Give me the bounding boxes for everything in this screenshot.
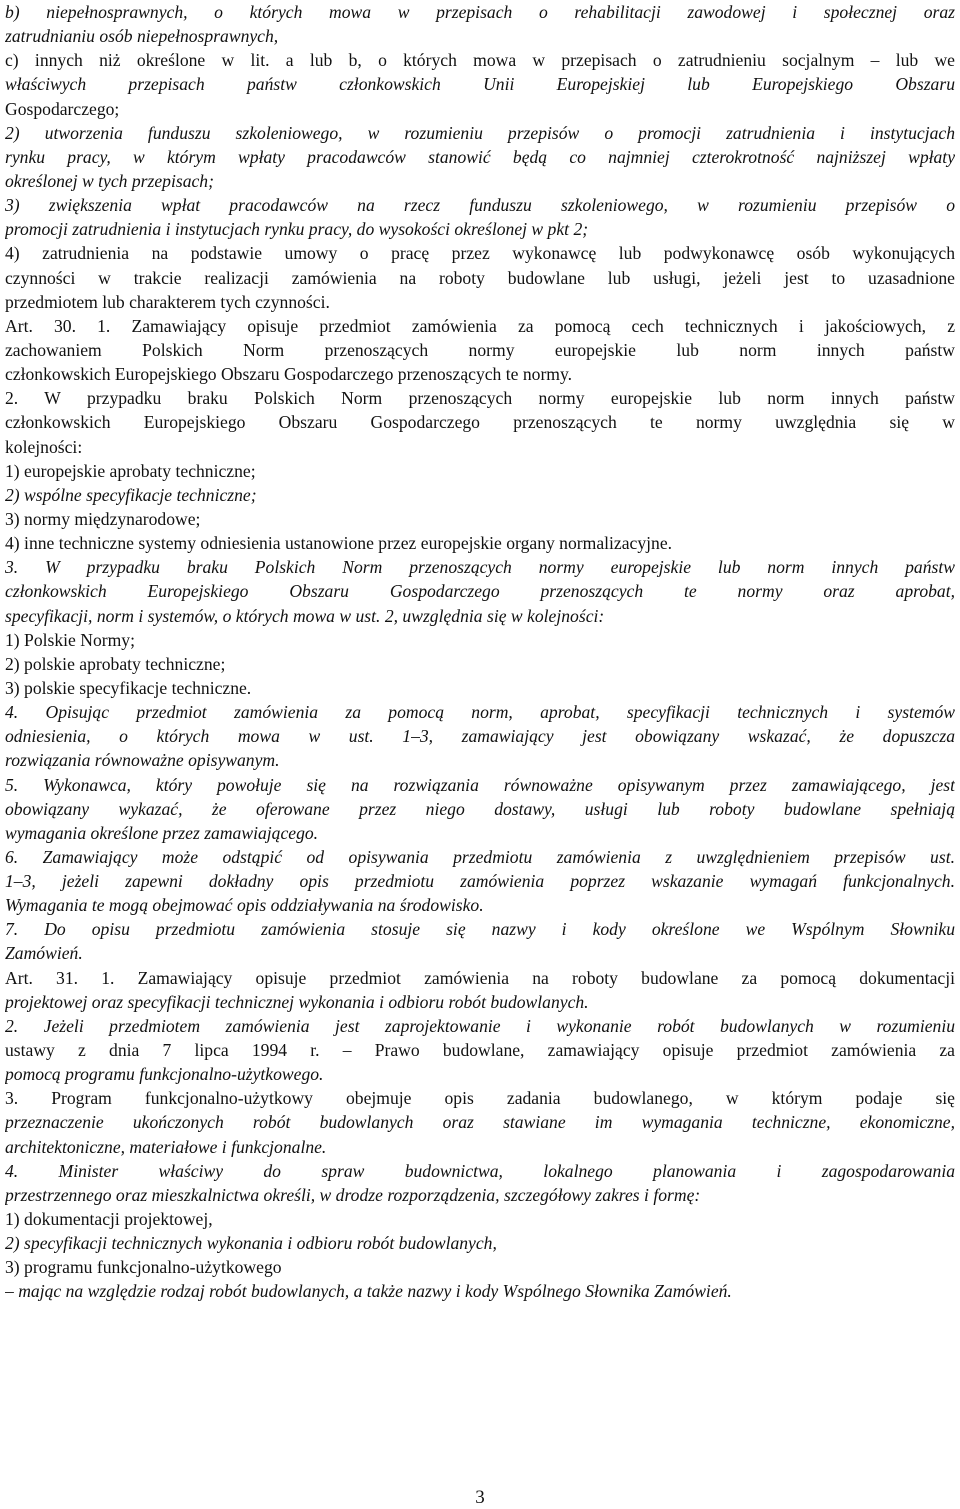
text-line: wymagania określone przez zamawiającego. [5, 822, 319, 843]
text-line: 3. Program funkcjonalno-użytkowy obejmuje opis zadania budowlanego, w którym podaje się [5, 1088, 955, 1109]
text-line: 4) zatrudnienia na podstawie umowy o pracę przez wykonawcę lub podwykonawcę osób wykonujących [5, 243, 955, 264]
page-number: 3 [475, 1487, 485, 1508]
text-line: specyfikacji, norm i systemów, o których mowa w ust. 2, uwzględnia się w kolejności: [5, 605, 605, 626]
text-line: Art. 30. 1. Zamawiający opisuje przedmiot zamówienia za pomocą cech technicznych i jakościowych, z [5, 315, 955, 336]
text-line: rynku pracy, w którym wpłaty pracodawców stanowić będą co najmniej czterokrotność najniższej wpłaty [5, 146, 955, 167]
text-line: 4. Opisując przedmiot zamówienia za pomocą norm, aprobat, specyfikacji technicznych i systemów [5, 702, 955, 723]
document-page [5, 0, 955, 1304]
text-line: 3) programu funkcjonalno-użytkowego [5, 1257, 282, 1278]
text-line: Art. 31. 1. Zamawiający opisuje przedmiot zamówienia na roboty budowlane za pomocą dokumentacji [5, 967, 955, 988]
text-line: członkowskich Europejskiego Obszaru Gospodarczego przenoszących te normy uwzględnia się w [5, 412, 955, 433]
text-line: 2. W przypadku braku Polskich Norm przenoszących normy europejskie lub norm innych państw [5, 388, 955, 409]
text-line: – mając na względzie rodzaj robót budowlanych, a także nazwy i kody Wspólnego Słownika Zamówień. [5, 1281, 732, 1302]
text-line: 4. Minister właściwy do spraw budownictwa, lokalnego planowania i zagospodarowania [5, 1160, 955, 1181]
text-line: 3. W przypadku braku Polskich Norm przenoszących normy europejskie lub norm innych państw [5, 557, 955, 578]
text-line: członkowskich Europejskiego Obszaru Gospodarczego przenoszących te normy oraz aprobat, [5, 581, 955, 602]
text-line: odniesienia, o których mowa w ust. 1–3, zamawiający jest obowiązany wskazać, że dopuszcza [5, 726, 955, 747]
text-line: kolejności: [5, 436, 83, 457]
text-line: 7. Do opisu przedmiotu zamówienia stosuje się nazwy i kody określone we Wspólnym Słowniku [5, 919, 955, 940]
text-line: zachowaniem Polskich Norm przenoszących normy europejskie lub norm innych państw [5, 339, 955, 360]
text-line: 3) normy międzynarodowe; [5, 508, 201, 529]
text-line: 2) polskie aprobaty techniczne; [5, 653, 226, 674]
text-line: 1) dokumentacji projektowej, [5, 1209, 213, 1230]
text-line: 2) specyfikacji technicznych wykonania i odbioru robót budowlanych, [5, 1233, 497, 1254]
text-line: 3) polskie specyfikacje techniczne. [5, 677, 252, 698]
text-line: 2) utworzenia funduszu szkoleniowego, w rozumieniu przepisów o promocji zatrudnienia i instytucjach [5, 122, 955, 143]
text-line: pomocą programu funkcjonalno-użytkowego. [5, 1064, 324, 1085]
text-line: ustawy z dnia 7 lipca 1994 r. – Prawo budowlane, zamawiający opisuje przedmiot zamówienia za [5, 1040, 955, 1061]
text-line: 2. Jeżeli przedmiotem zamówienia jest zaprojektowanie i wykonanie robót budowlanych w rozumieniu [5, 1015, 955, 1036]
text-line: zatrudnianiu osób niepełnosprawnych, [5, 26, 279, 47]
text-line: architektoniczne, materiałowe i funkcjonalne. [5, 1136, 327, 1157]
text-line: 1) Polskie Normy; [5, 629, 135, 650]
text-line: 5. Wykonawca, który powołuje się na rozwiązania równoważne opisywanym przez zamawiającego, jest [5, 774, 955, 795]
text-line: 6. Zamawiający może odstąpić od opisywania przedmiotu zamówienia z uwzględnieniem przepisów ust. [5, 846, 955, 867]
text-line: 1) europejskie aprobaty techniczne; [5, 460, 256, 481]
text-line: określonej w tych przepisach; [5, 170, 214, 191]
text-line: b) niepełnosprawnych, o których mowa w przepisach o rehabilitacji zawodowej i społecznej oraz [5, 2, 955, 22]
text-line: członkowskich Europejskiego Obszaru Gospodarczego przenoszących te normy. [5, 364, 573, 385]
text-line: Gospodarczego; [5, 98, 120, 119]
text-line: Zamówień. [5, 943, 83, 964]
text-line: obowiązany wykazać, że oferowane przez niego dostawy, usługi lub roboty budowlane spełniają [5, 798, 955, 819]
text-line: Wymagania te mogą obejmować opis oddziaływania na środowisko. [5, 895, 484, 916]
text-line: 4) inne techniczne systemy odniesienia ustanowione przez europejskie organy normalizacyjne. [5, 533, 673, 554]
text-line: czynności w trakcie realizacji zamówienia na roboty budowlane lub usługi, jeżeli jest to uzasadnione [5, 267, 955, 288]
text-line: c) innych niż określone w lit. a lub b, o których mowa w przepisach o zatrudnieniu socjalnym – lub we [5, 50, 955, 71]
text-line: promocji zatrudnienia i instytucjach rynku pracy, do wysokości określonej w pkt 2; [5, 219, 589, 240]
text-line: rozwiązania równoważne opisywanym. [5, 750, 280, 771]
text-line: 1–3, jeżeli zapewni dokładny opis przedmiotu zamówienia poprzez wskazanie wymagań funkcjonalnych. [5, 871, 955, 892]
text-line: właściwych przepisach państw członkowskich Unii Europejskiej lub Europejskiego Obszaru [5, 74, 955, 95]
text-line: 3) zwiększenia wpłat pracodawców na rzecz funduszu szkoleniowego, w rozumieniu przepisów o [5, 195, 955, 216]
text-line: projektowej oraz specyfikacji technicznej wykonania i odbioru robót budowlanych. [5, 991, 589, 1012]
text-line: przestrzennego oraz mieszkalnictwa określi, w drodze rozporządzenia, szczegółowy zakres i formę: [5, 1184, 701, 1205]
text-line: przedmiotem lub charakterem tych czynności. [5, 291, 330, 312]
text-line: przeznaczenie ukończonych robót budowlanych oraz stawiane im wymagania techniczne, ekonomiczne, [5, 1112, 955, 1133]
text-line: 2) wspólne specyfikacje techniczne; [5, 484, 257, 505]
